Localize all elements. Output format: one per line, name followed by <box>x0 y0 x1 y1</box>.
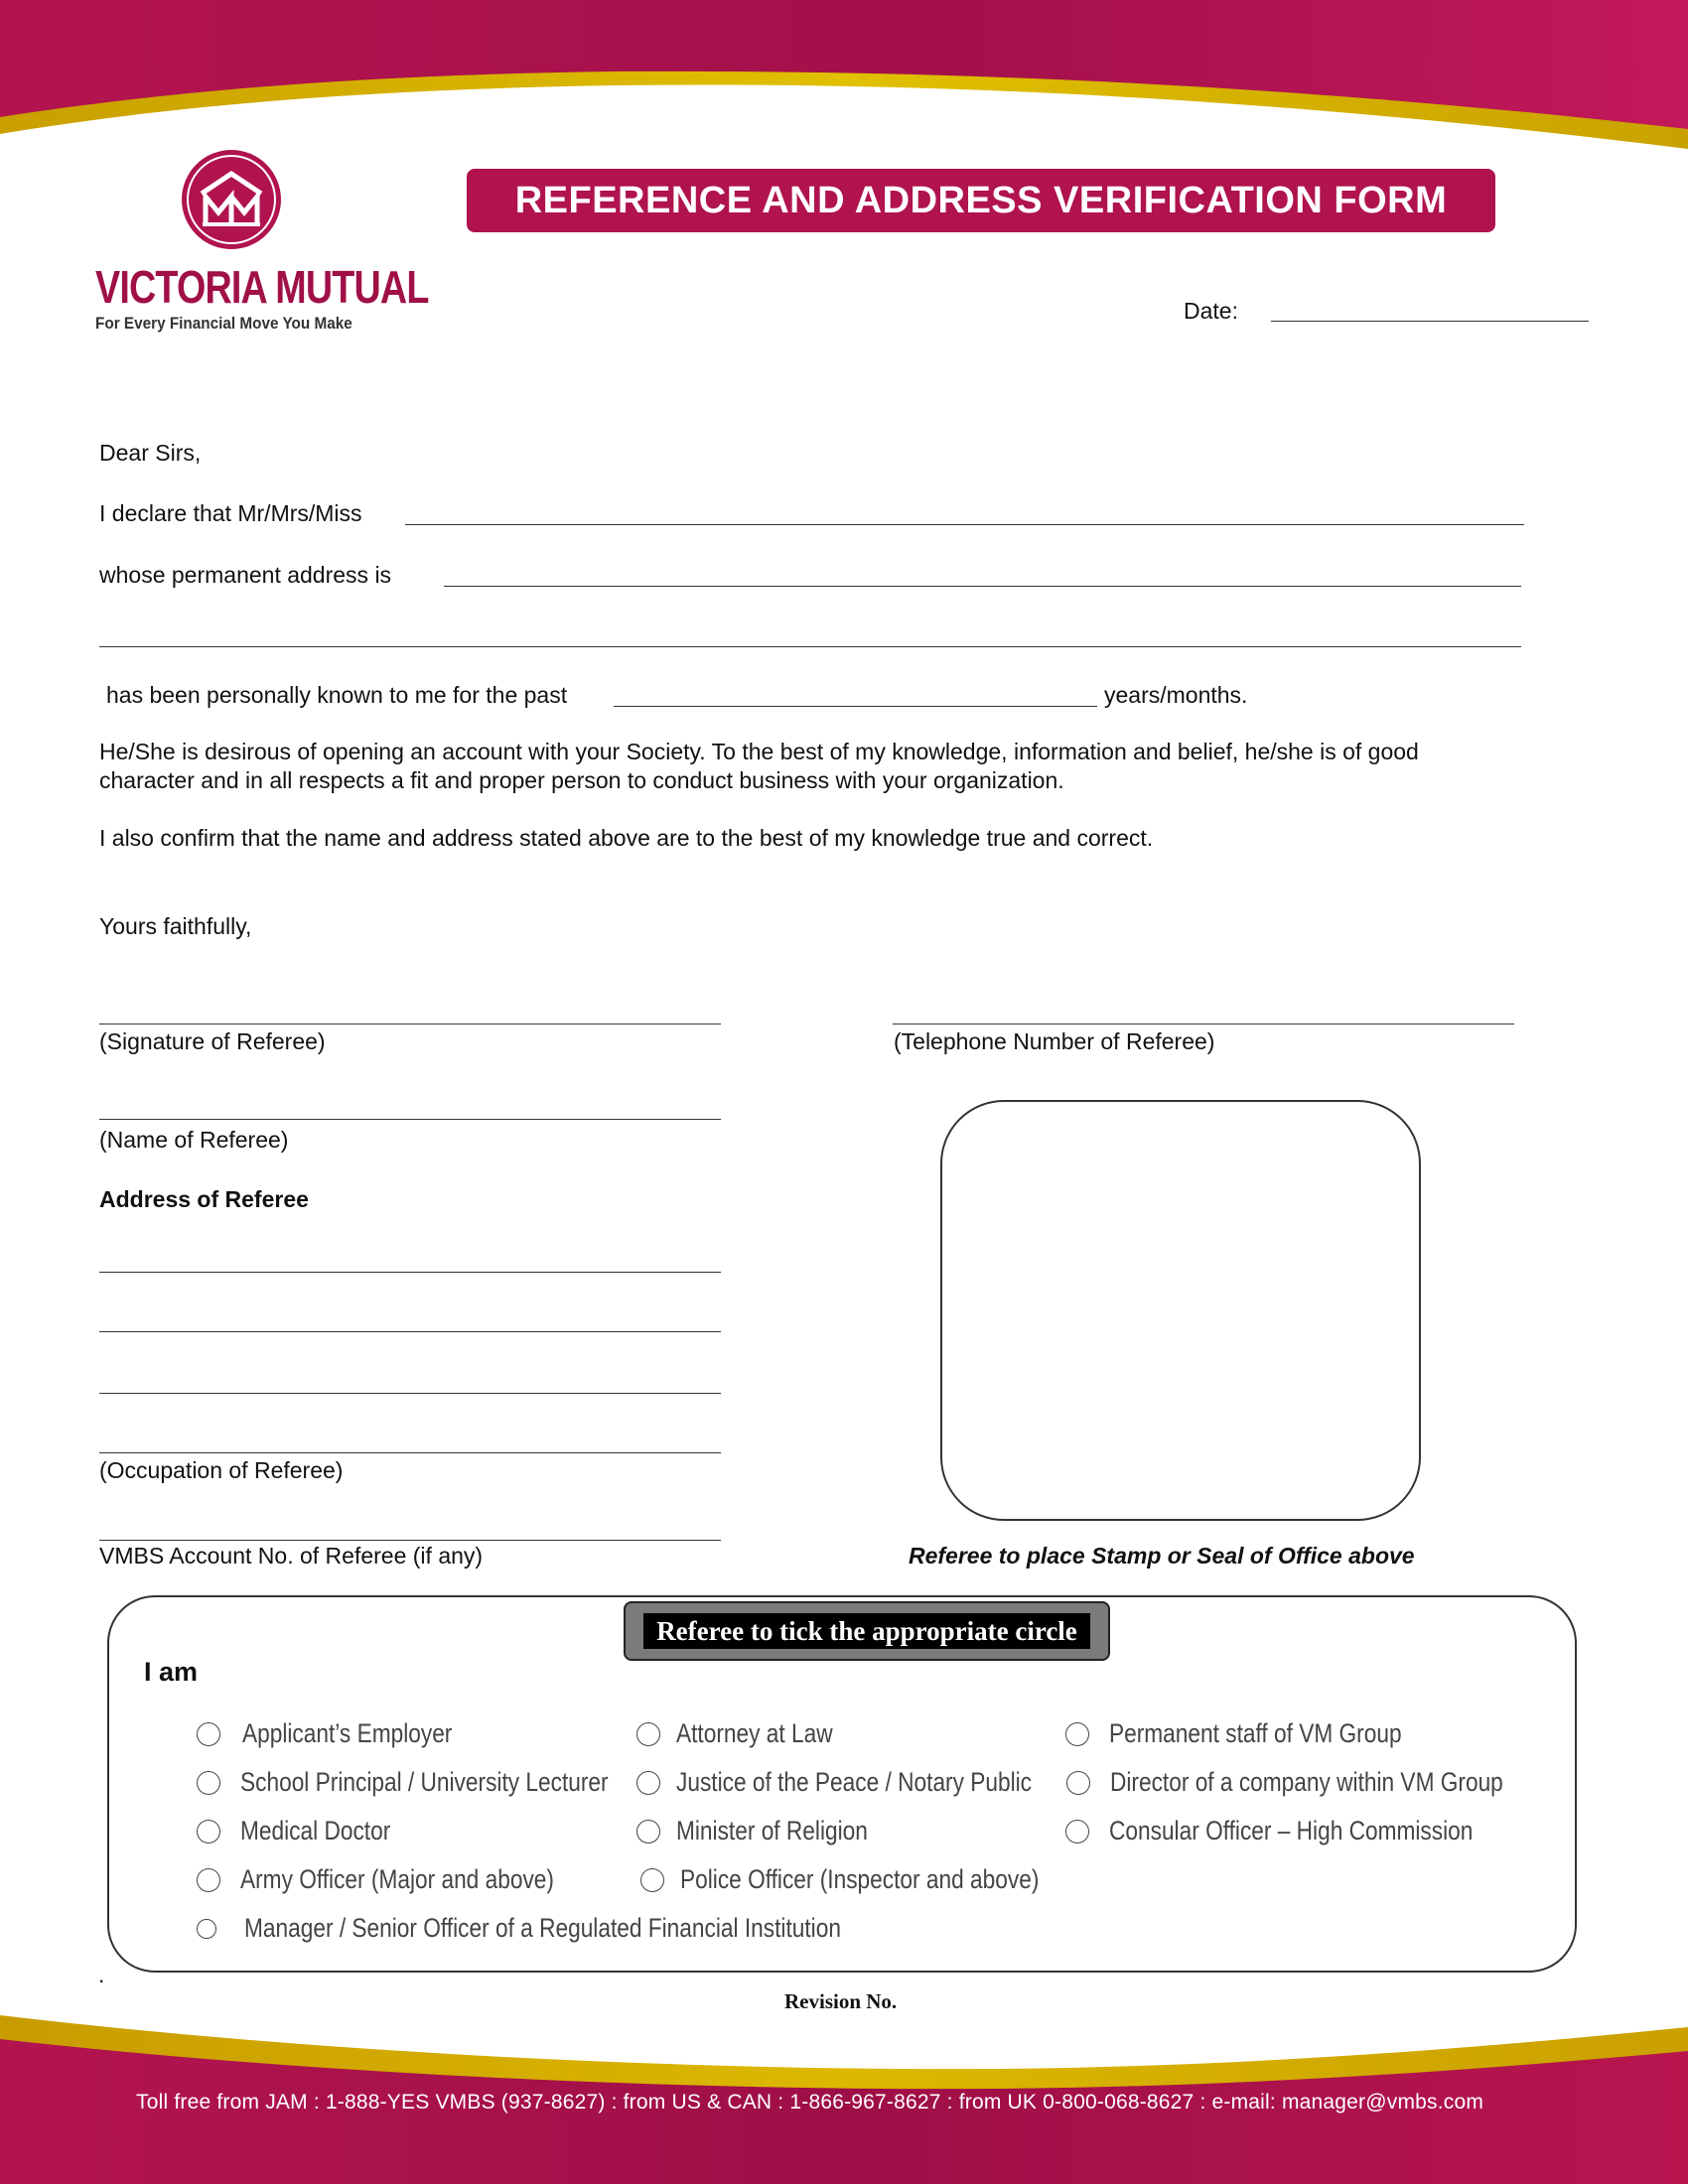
option-attorney-at-law[interactable]: Attorney at Law <box>636 1718 863 1749</box>
radio-circle[interactable] <box>197 1820 220 1843</box>
telephone-label: (Telephone Number of Referee) <box>894 1028 1215 1054</box>
option-justice-of-the-peace[interactable]: Justice of the Peace / Notary Public <box>636 1767 1099 1798</box>
vm-monogram-icon <box>179 147 284 252</box>
radio-circle[interactable] <box>197 1771 220 1795</box>
known-prefix: has been personally known to me for the past <box>106 682 568 708</box>
applicant-address-field-1[interactable] <box>444 586 1521 587</box>
tick-heading <box>624 1601 1110 1661</box>
radio-circle[interactable] <box>1065 1722 1089 1746</box>
radio-circle[interactable] <box>1066 1771 1090 1795</box>
option-army-officer[interactable]: Army Officer (Major and above) <box>197 1864 614 1895</box>
option-minister-of-religion[interactable]: Minister of Religion <box>636 1816 905 1846</box>
referee-address-field-3[interactable] <box>99 1393 721 1394</box>
date-field[interactable] <box>1271 321 1589 322</box>
option-school-principal[interactable]: School Principal / University Lecturer <box>197 1767 678 1798</box>
option-applicants-employer[interactable]: Applicant’s Employer <box>197 1718 492 1749</box>
paragraph-2: I also confirm that the name and address stated above are to the best of my knowledge true and correct. <box>99 825 1154 851</box>
top-banner <box>0 0 1688 169</box>
known-suffix: years/months. <box>1104 682 1248 708</box>
tick-heading-text: Referee to tick the appropriate circle <box>643 1613 1090 1649</box>
referee-address-field-1[interactable] <box>99 1272 721 1273</box>
radio-circle[interactable] <box>636 1771 660 1795</box>
referee-name-field[interactable] <box>99 1119 721 1120</box>
radio-circle[interactable] <box>640 1868 664 1892</box>
option-police-officer[interactable]: Police Officer (Inspector and above) <box>640 1864 1107 1895</box>
paragraph-1-line-1: He/She is desirous of opening an account with your Society. To the best of my knowledge, information and belief, he/she is of good <box>99 739 1419 764</box>
address-label: whose permanent address is <box>99 562 392 588</box>
applicant-address-field-2[interactable] <box>99 646 1521 647</box>
option-medical-doctor[interactable]: Medical Doctor <box>197 1816 419 1846</box>
referee-address-field-2[interactable] <box>99 1331 721 1332</box>
salutation: Dear Sirs, <box>99 440 202 466</box>
radio-circle[interactable] <box>197 1868 220 1892</box>
closing: Yours faithfully, <box>99 913 252 939</box>
account-number-field[interactable] <box>99 1540 721 1541</box>
option-permanent-staff[interactable]: Permanent staff of VM Group <box>1065 1718 1458 1749</box>
i-am-label: I am <box>144 1657 199 1687</box>
paragraph-1-line-2: character and in all respects a fit and proper person to conduct business with your organization. <box>99 767 1064 793</box>
revision-label: Revision No. <box>784 1989 898 2013</box>
stamp-caption: Referee to place Stamp or Seal of Office above <box>909 1543 1415 1569</box>
radio-circle[interactable] <box>636 1820 660 1843</box>
footer-contact: Toll free from JAM : 1-888-YES VMBS (937-8627) : from US & CAN : 1-866-967-8627 : from UK 0-800-068-8627 : e-mail: manager@vmbs.com <box>136 2091 1484 2114</box>
option-financial-officer[interactable]: Manager / Senior Officer of a Regulated Financial Institution <box>197 1913 954 1944</box>
referee-occupation-field[interactable] <box>99 1452 721 1453</box>
occupation-label: (Occupation of Referee) <box>99 1457 344 1483</box>
page-title: REFERENCE AND ADDRESS VERIFICATION FORM <box>467 169 1495 232</box>
applicant-name-field[interactable] <box>405 524 1524 525</box>
brand-name: VICTORIA MUTUAL <box>95 261 429 313</box>
radio-circle[interactable] <box>197 1722 220 1746</box>
referee-name-label: (Name of Referee) <box>99 1127 289 1153</box>
date-label: Date: <box>1184 298 1238 324</box>
known-duration-field[interactable] <box>614 706 1097 707</box>
radio-circle[interactable] <box>636 1722 660 1746</box>
signature-label: (Signature of Referee) <box>99 1028 326 1054</box>
declare-label: I declare that Mr/Mrs/Miss <box>99 500 362 526</box>
radio-circle[interactable] <box>1065 1820 1089 1843</box>
account-label: VMBS Account No. of Referee (if any) <box>99 1543 484 1569</box>
brand-tagline: For Every Financial Move You Make <box>95 314 352 333</box>
radio-circle[interactable] <box>197 1919 216 1939</box>
option-director-vm-group[interactable]: Director of a company within VM Group <box>1066 1767 1578 1798</box>
stray-dot-1: . <box>98 1962 105 1987</box>
option-consular-officer[interactable]: Consular Officer – High Commission <box>1065 1816 1542 1846</box>
address-heading: Address of Referee <box>99 1186 309 1212</box>
stamp-box[interactable] <box>940 1100 1421 1521</box>
